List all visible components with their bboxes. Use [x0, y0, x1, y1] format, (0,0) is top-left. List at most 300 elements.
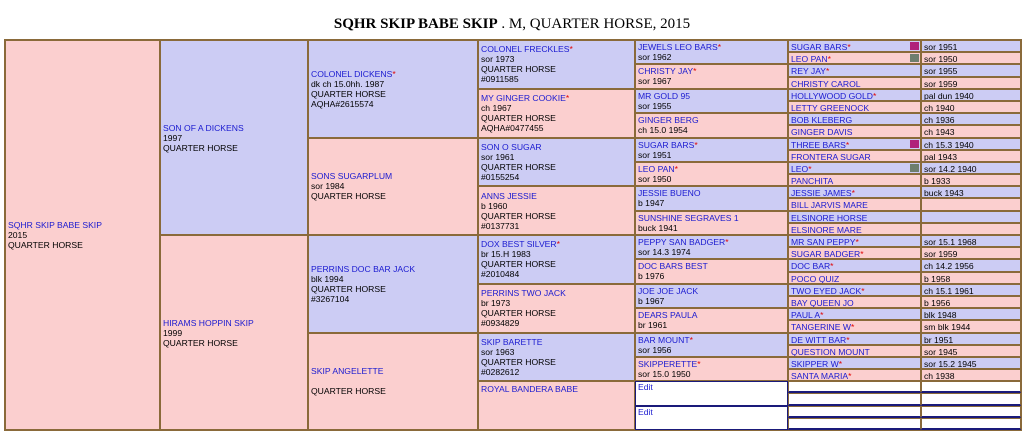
horse-info-line: b 1976	[638, 271, 665, 282]
horse-info-line: #0155254	[481, 171, 520, 182]
pedigree-gen6-name-cell	[788, 418, 921, 430]
horse-info-line: QUARTER HORSE	[311, 191, 386, 202]
horse-name[interactable]: PERRINS DOC BAR JACK	[311, 263, 416, 274]
horse-details	[638, 115, 785, 135]
horse-name[interactable]: SQHR SKIP BABE SKIP	[8, 220, 102, 230]
horse-info-line: #0934829	[481, 318, 520, 329]
pedigree-gen6-info-cell	[921, 247, 1021, 259]
linebreeding-marker-icon	[910, 164, 919, 172]
horse-info-line: sor 1963	[481, 346, 515, 357]
pedigree-gen6-info-cell	[921, 174, 1021, 186]
horse-name-link[interactable]: REY JAY	[791, 66, 827, 77]
horse-info-line: 1999	[163, 327, 183, 338]
horse-details	[481, 239, 632, 279]
pedigree-gen6-info-cell	[921, 284, 1021, 296]
linebreeding-marker-icon	[910, 140, 919, 148]
horse-name[interactable]: DOC BARS BEST	[638, 261, 708, 272]
horse-name[interactable]: SON OF A DICKENS	[163, 122, 244, 133]
horse-name[interactable]: JESSIE BUENO	[638, 188, 701, 199]
reference-asterisk-icon: *	[851, 188, 856, 199]
horse-details	[481, 337, 632, 377]
pedigree-gen6-info-cell	[921, 296, 1021, 308]
horse-details	[638, 286, 785, 306]
reference-asterisk-icon: *	[826, 66, 830, 77]
horse-info-line: pal 1943	[924, 151, 957, 162]
horse-info-line: ch 15.3 1940	[924, 139, 974, 150]
reference-asterisk-icon: *	[717, 42, 722, 52]
horse-name-link[interactable]: QUESTION MOUNT	[791, 346, 870, 357]
horse-info-line: sor 1955	[924, 66, 958, 77]
pedigree-gen2-cell	[160, 40, 308, 235]
pedigree-gen6-info-cell	[921, 320, 1021, 332]
pedigree-gen6-info-cell	[921, 211, 1021, 223]
pedigree-gen6-name-cell	[788, 125, 921, 137]
horse-info-line: QUARTER HORSE	[311, 386, 386, 397]
horse-name[interactable]: HIRAMS HOPPIN SKIP	[163, 317, 254, 328]
pedigree-gen6-info-cell	[921, 333, 1021, 345]
horse-info-line: QUARTER HORSE	[481, 64, 556, 75]
reference-asterisk-icon: *	[694, 139, 698, 150]
horse-name-link[interactable]	[638, 335, 785, 345]
pedigree-gen6-name-cell	[788, 113, 921, 125]
pedigree-gen6-name-cell	[788, 381, 921, 393]
horse-info-line: QUARTER HORSE	[481, 259, 556, 270]
horse-name[interactable]: SKIP ANGELETTE	[311, 366, 384, 377]
pedigree-gen6-info-cell	[921, 418, 1021, 430]
horse-name-title: SQHR SKIP BABE SKIP	[333, 16, 498, 32]
pedigree-gen3-cell	[308, 235, 478, 333]
horse-info-line: sor 14.3 1974	[638, 247, 691, 257]
pedigree-gen6-info-cell	[921, 101, 1021, 113]
horse-info-line: blk 1994	[311, 273, 344, 284]
horse-name[interactable]: CHRISTY JAY	[638, 66, 694, 77]
horse-name[interactable]: SUGAR BARS	[638, 139, 695, 150]
pedigree-gen6-info-cell	[921, 64, 1021, 76]
horse-info-line: QUARTER HORSE	[481, 161, 556, 172]
horse-name[interactable]: PERRINS TWO JACK	[481, 288, 566, 299]
horse-name-link[interactable]	[163, 123, 305, 133]
horse-name[interactable]: DOX BEST SILVER	[481, 239, 557, 250]
pedigree-gen5-cell	[635, 113, 788, 137]
horse-name[interactable]: ANNS JESSIE	[481, 190, 537, 201]
horse-info-line: #0911585	[481, 74, 519, 85]
horse-name-link[interactable]	[8, 220, 157, 230]
pedigree-gen5-cell	[635, 333, 788, 357]
pedigree-table	[4, 39, 1022, 431]
horse-info-line: QUARTER HORSE	[311, 88, 386, 99]
pedigree-gen6-name-cell	[788, 174, 921, 186]
horse-name-link[interactable]	[311, 69, 475, 79]
pedigree-gen6-name-cell	[788, 369, 921, 381]
horse-info-line: sor 1959	[924, 249, 958, 260]
horse-name[interactable]: ROYAL BANDERA BABE	[481, 384, 578, 395]
horse-info-line: b 1947	[638, 198, 665, 209]
pedigree-gen4-cell	[478, 138, 635, 187]
horse-name-link[interactable]: TWO EYED JACK	[791, 285, 862, 296]
horse-info-line: pal dun 1940	[924, 90, 974, 101]
horse-name[interactable]: JOE JOE JACK	[638, 285, 699, 296]
horse-name-link[interactable]: DE WITT BAR	[791, 334, 847, 345]
horse-info-line: sor 15.2 1945	[924, 358, 977, 369]
horse-info-line: #0282612	[481, 366, 520, 377]
horse-name-link[interactable]	[481, 384, 632, 394]
pedigree-gen6-info-cell	[921, 259, 1021, 271]
horse-details	[638, 66, 785, 86]
horse-name[interactable]: LEO PAN	[638, 163, 675, 174]
pedigree-gen5-cell	[635, 64, 788, 88]
horse-info-line: AQHA#0477455	[481, 123, 544, 134]
horse-details	[638, 335, 785, 355]
pedigree-gen6-name-cell	[788, 211, 921, 223]
horse-info-line: QUARTER HORSE	[163, 142, 238, 153]
horse-info-line: 1997	[163, 132, 183, 143]
horse-info-line: b 1933	[924, 176, 951, 187]
pedigree-gen4-cell	[478, 284, 635, 333]
pedigree-gen6-info-cell	[921, 186, 1021, 198]
reference-asterisk-icon: *	[674, 163, 678, 174]
horse-name-link[interactable]: HOLLYWOOD GOLD	[791, 90, 873, 101]
linebreeding-marker-icon	[910, 42, 919, 50]
horse-info-line: sor 14.2 1940	[924, 163, 977, 174]
horse-name-link[interactable]	[481, 239, 632, 249]
horse-name-link[interactable]: PANCHITA	[791, 176, 834, 187]
reference-asterisk-icon: *	[565, 93, 570, 104]
horse-info-line: b 1958	[924, 273, 951, 284]
horse-info-line: b 1956	[924, 297, 951, 308]
horse-info-line: dk ch 15.0hh. 1987	[311, 78, 385, 89]
horse-info-line: sor 1955	[638, 100, 672, 111]
pedigree-gen6-name-cell	[788, 162, 921, 174]
horse-name-link[interactable]: ELSINORE MARE	[791, 224, 862, 235]
horse-details	[638, 237, 785, 257]
horse-name-link[interactable]: DOC BAR	[791, 261, 831, 272]
horse-info-line	[311, 376, 475, 386]
pedigree-gen6-name-cell	[788, 235, 921, 247]
pedigree-gen3-cell	[308, 138, 478, 236]
page-title	[0, 16, 1024, 33]
horse-name-link[interactable]: FRONTERA SUGAR	[791, 151, 871, 162]
reference-asterisk-icon: *	[569, 44, 573, 55]
horse-info-line: br 15.H 1983	[481, 249, 531, 260]
pedigree-gen6-info-cell	[921, 162, 1021, 174]
horse-name[interactable]: COLONEL DICKENS	[311, 68, 393, 79]
horse-info-line: QUARTER HORSE	[481, 210, 556, 221]
horse-name-link[interactable]	[311, 171, 475, 181]
horse-name-link[interactable]: GINGER DAVIS	[791, 127, 853, 138]
pedigree-gen6-name-cell	[788, 345, 921, 357]
horse-title-details: . M, QUARTER HORSE, 2015	[497, 16, 691, 32]
horse-details	[311, 366, 475, 396]
pedigree-gen6-name-cell	[788, 186, 921, 198]
horse-details	[8, 220, 157, 250]
horse-name-link[interactable]	[638, 115, 785, 125]
horse-info-line: AQHA#2615574	[311, 98, 374, 109]
pedigree-gen6-name-cell	[788, 393, 921, 405]
horse-name-link[interactable]	[638, 91, 785, 101]
pedigree-gen6-info-cell	[921, 138, 1021, 150]
horse-info-line: sor 1959	[924, 78, 958, 89]
horse-name-link[interactable]: JESSIE JAMES	[791, 188, 852, 199]
pedigree-gen6-name-cell	[788, 259, 921, 271]
horse-details	[638, 91, 785, 111]
horse-name[interactable]: MY GINGER COOKIE	[481, 93, 566, 104]
horse-details	[311, 264, 475, 304]
horse-info-line: sor 1951	[924, 42, 958, 52]
pedigree-gen4-cell	[478, 381, 635, 430]
pedigree-gen4-cell	[478, 333, 635, 382]
pedigree-gen6-info-cell	[921, 357, 1021, 369]
horse-info-line: ch 1936	[924, 115, 955, 126]
horse-name-link[interactable]	[311, 264, 475, 274]
pedigree-gen5-cell	[635, 235, 788, 259]
pedigree-gen6-name-cell	[788, 138, 921, 150]
pedigree-gen6-name-cell	[788, 40, 921, 52]
horse-info-line: b 1960	[481, 200, 508, 211]
horse-name-link[interactable]: BAY QUEEN JO	[791, 297, 854, 308]
pedigree-gen5-cell	[635, 162, 788, 186]
pedigree-gen6-info-cell	[921, 406, 1021, 418]
horse-name-link[interactable]	[638, 310, 785, 320]
pedigree-gen6-info-cell	[921, 393, 1021, 405]
horse-details	[638, 261, 785, 281]
horse-name[interactable]: SKIP BARETTE	[481, 336, 543, 347]
horse-details	[638, 359, 785, 379]
horse-name-link[interactable]: SUGAR BARS	[791, 42, 848, 52]
reference-asterisk-icon: *	[830, 261, 834, 272]
horse-details	[481, 191, 632, 231]
horse-name-link[interactable]: MR SAN PEPPY	[791, 237, 856, 247]
pedigree-gen6-info-cell	[921, 235, 1021, 247]
reference-asterisk-icon: *	[827, 54, 831, 65]
horse-name-link[interactable]: CHRISTY CAROL	[791, 78, 861, 89]
horse-name-link[interactable]: SKIPPER W	[791, 358, 839, 369]
pedigree-gen4-cell	[478, 40, 635, 89]
reference-asterisk-icon: *	[808, 163, 812, 174]
horse-details	[638, 42, 785, 62]
horse-info-line: br 1961	[638, 320, 668, 331]
pedigree-gen6-name-cell	[788, 89, 921, 101]
reference-asterisk-icon: *	[820, 310, 824, 321]
pedigree-gen5-cell	[635, 89, 788, 113]
pedigree-gen4-cell	[478, 235, 635, 284]
horse-name-link[interactable]	[481, 191, 632, 201]
horse-details	[481, 44, 632, 84]
pedigree-gen6-name-cell	[788, 284, 921, 296]
horse-info-line: QUARTER HORSE	[481, 308, 556, 319]
horse-info-line: sor 1962	[638, 52, 672, 62]
horse-info-line: br 1951	[924, 334, 954, 345]
horse-info-line: buck 1943	[924, 188, 964, 199]
pedigree-gen6-name-cell	[788, 223, 921, 235]
horse-name-link[interactable]	[481, 142, 632, 152]
reference-asterisk-icon: *	[860, 249, 864, 260]
horse-name-link[interactable]: PAUL A	[791, 310, 821, 321]
reference-asterisk-icon: *	[693, 66, 697, 77]
pedigree-gen1-cell	[5, 40, 160, 430]
pedigree-gen6-info-cell	[921, 150, 1021, 162]
pedigree-gen6-info-cell	[921, 223, 1021, 235]
horse-info-line: sor 1945	[924, 346, 958, 357]
pedigree-gen6-info-cell	[921, 125, 1021, 137]
horse-info-line: sor 15.0 1950	[638, 368, 691, 379]
pedigree-gen5-cell	[635, 259, 788, 283]
pedigree-gen6-info-cell	[921, 52, 1021, 64]
horse-info-line: ch 1938	[924, 371, 955, 382]
horse-details	[311, 69, 475, 109]
horse-name-link[interactable]: TANGERINE W	[791, 322, 851, 333]
horse-name-link[interactable]	[638, 140, 785, 150]
horse-name-link[interactable]	[638, 237, 785, 247]
horse-name-link[interactable]	[638, 66, 785, 76]
horse-info-line: sm blk 1944	[924, 322, 971, 333]
horse-name-link[interactable]	[638, 188, 785, 198]
horse-details	[481, 384, 632, 394]
reference-asterisk-icon: *	[855, 237, 859, 247]
horse-name-link[interactable]: LETTY GREENOCK	[791, 102, 870, 113]
horse-info-line: QUARTER HORSE	[481, 113, 556, 124]
pedigree-gen6-name-cell	[788, 320, 921, 332]
pedigree-gen5-edit-cell	[635, 381, 788, 405]
reference-asterisk-icon: *	[556, 239, 560, 250]
pedigree-gen6-info-cell	[921, 272, 1021, 284]
pedigree-gen6-name-cell	[788, 52, 921, 64]
horse-info-line: 2015	[8, 230, 28, 240]
horse-details	[638, 213, 785, 233]
horse-name[interactable]: JEWELS LEO BARS	[638, 42, 718, 52]
horse-name-link[interactable]	[481, 93, 632, 103]
horse-info-line: #2010484	[481, 269, 520, 280]
pedigree-gen4-cell	[478, 89, 635, 138]
horse-name-link[interactable]	[481, 288, 632, 298]
pedigree-gen6-name-cell	[788, 150, 921, 162]
horse-name-link[interactable]: LEO	[791, 163, 809, 174]
pedigree-gen5-edit-cell	[635, 406, 788, 430]
reference-asterisk-icon: *	[861, 285, 865, 296]
horse-name-link[interactable]	[638, 213, 785, 223]
reference-asterisk-icon: *	[838, 358, 843, 369]
horse-info-line: QUARTER HORSE	[8, 240, 83, 250]
linebreeding-marker-icon	[910, 54, 919, 62]
pedigree-gen6-info-cell	[921, 345, 1021, 357]
pedigree-gen5-cell	[635, 40, 788, 64]
horse-info-line: sor 1956	[638, 344, 672, 355]
pedigree-gen5-cell	[635, 357, 788, 381]
reference-asterisk-icon: *	[725, 237, 729, 247]
horse-name[interactable]: SKIPPERETTE	[638, 358, 698, 369]
horse-info-line: sor 1951	[638, 149, 672, 160]
horse-name-link[interactable]	[638, 286, 785, 296]
horse-info-line: ch 1967	[481, 103, 512, 114]
horse-name-link[interactable]: LEO PAN	[791, 54, 828, 65]
horse-name[interactable]: SON O SUGAR	[481, 141, 542, 152]
pedigree-gen6-info-cell	[921, 198, 1021, 210]
horse-info-line: sor 1950	[638, 173, 672, 184]
horse-name-link[interactable]: SUGAR BADGER	[791, 249, 861, 260]
horse-details	[481, 288, 632, 328]
horse-name[interactable]: PEPPY SAN BADGER	[638, 237, 726, 247]
horse-name[interactable]: BAR MOUNT	[638, 334, 690, 345]
pedigree-gen6-info-cell	[921, 40, 1021, 52]
pedigree-gen6-info-cell	[921, 113, 1021, 125]
horse-name-link[interactable]: ELSINORE HORSE	[791, 212, 868, 223]
horse-name-link[interactable]: THREE BARS	[791, 139, 846, 150]
horse-name-link[interactable]: BOB KLEBERG	[791, 115, 853, 126]
pedigree-gen6-name-cell	[788, 247, 921, 259]
reference-asterisk-icon: *	[851, 322, 855, 333]
horse-name-link[interactable]	[638, 359, 785, 369]
horse-name-link[interactable]: POCO QUIZ	[791, 273, 840, 284]
horse-name[interactable]: MR GOLD 95	[638, 90, 691, 101]
horse-details	[638, 140, 785, 160]
horse-name-link[interactable]	[638, 261, 785, 271]
horse-info-line: sor 1984	[311, 181, 345, 192]
reference-asterisk-icon: *	[392, 68, 396, 79]
reference-asterisk-icon: *	[845, 139, 850, 150]
pedigree-gen6-info-cell	[921, 369, 1021, 381]
pedigree-gen6-name-cell	[788, 64, 921, 76]
pedigree-gen6-info-cell	[921, 89, 1021, 101]
horse-name[interactable]: DEARS PAULA	[638, 310, 698, 321]
pedigree-gen6-name-cell	[788, 198, 921, 210]
horse-name-link[interactable]	[311, 366, 475, 376]
horse-info-line: QUARTER HORSE	[481, 356, 556, 367]
pedigree-gen6-name-cell	[788, 406, 921, 418]
horse-name-link[interactable]	[638, 42, 785, 52]
pedigree-gen6-info-cell	[921, 381, 1021, 393]
horse-name-link[interactable]: BILL JARVIS MARE	[791, 200, 868, 211]
horse-name-link[interactable]	[481, 337, 632, 347]
pedigree-gen6-name-cell	[788, 101, 921, 113]
reference-asterisk-icon: *	[847, 42, 851, 52]
horse-name-link[interactable]: SANTA MARIA	[791, 371, 849, 382]
edit-link[interactable]: Edit	[638, 382, 653, 393]
pedigree-gen3-cell	[308, 40, 478, 138]
reference-asterisk-icon: *	[846, 334, 850, 345]
horse-info-line: ch 15.0 1954	[638, 125, 688, 136]
pedigree-gen4-cell	[478, 186, 635, 235]
horse-details	[163, 123, 305, 153]
pedigree-gen6-info-cell	[921, 308, 1021, 320]
horse-name[interactable]: GINGER BERG	[638, 115, 699, 126]
horse-info-line: QUARTER HORSE	[163, 337, 238, 348]
horse-info-line: #3267104	[311, 293, 350, 304]
pedigree-gen5-cell	[635, 186, 788, 210]
horse-info-line: sor 1961	[481, 151, 515, 162]
horse-info-line: ch 1943	[924, 127, 955, 138]
horse-info-line: br 1973	[481, 298, 511, 309]
horse-info-line: ch 14.2 1956	[924, 261, 974, 272]
horse-name-link[interactable]	[163, 318, 305, 328]
horse-info-line: QUARTER HORSE	[311, 283, 386, 294]
pedigree-gen6-name-cell	[788, 77, 921, 89]
pedigree-gen5-cell	[635, 138, 788, 162]
horse-details	[638, 310, 785, 330]
pedigree-gen6-name-cell	[788, 296, 921, 308]
horse-name[interactable]: SUNSHINE SEGRAVES 1	[638, 212, 739, 223]
horse-details	[481, 142, 632, 182]
horse-name-link[interactable]	[481, 44, 632, 54]
horse-info-line: ch 15.1 1961	[924, 285, 974, 296]
horse-info-line: b 1967	[638, 295, 665, 306]
pedigree-gen2-cell	[160, 235, 308, 430]
horse-info-line: sor 15.1 1968	[924, 237, 977, 247]
horse-name[interactable]: COLONEL FRECKLES	[481, 44, 570, 55]
horse-name[interactable]: SONS SUGARPLUM	[311, 171, 393, 182]
reference-asterisk-icon: *	[697, 358, 701, 369]
horse-info-line: sor 1950	[924, 54, 958, 65]
horse-name-link[interactable]	[638, 164, 785, 174]
edit-link[interactable]: Edit	[638, 406, 653, 417]
